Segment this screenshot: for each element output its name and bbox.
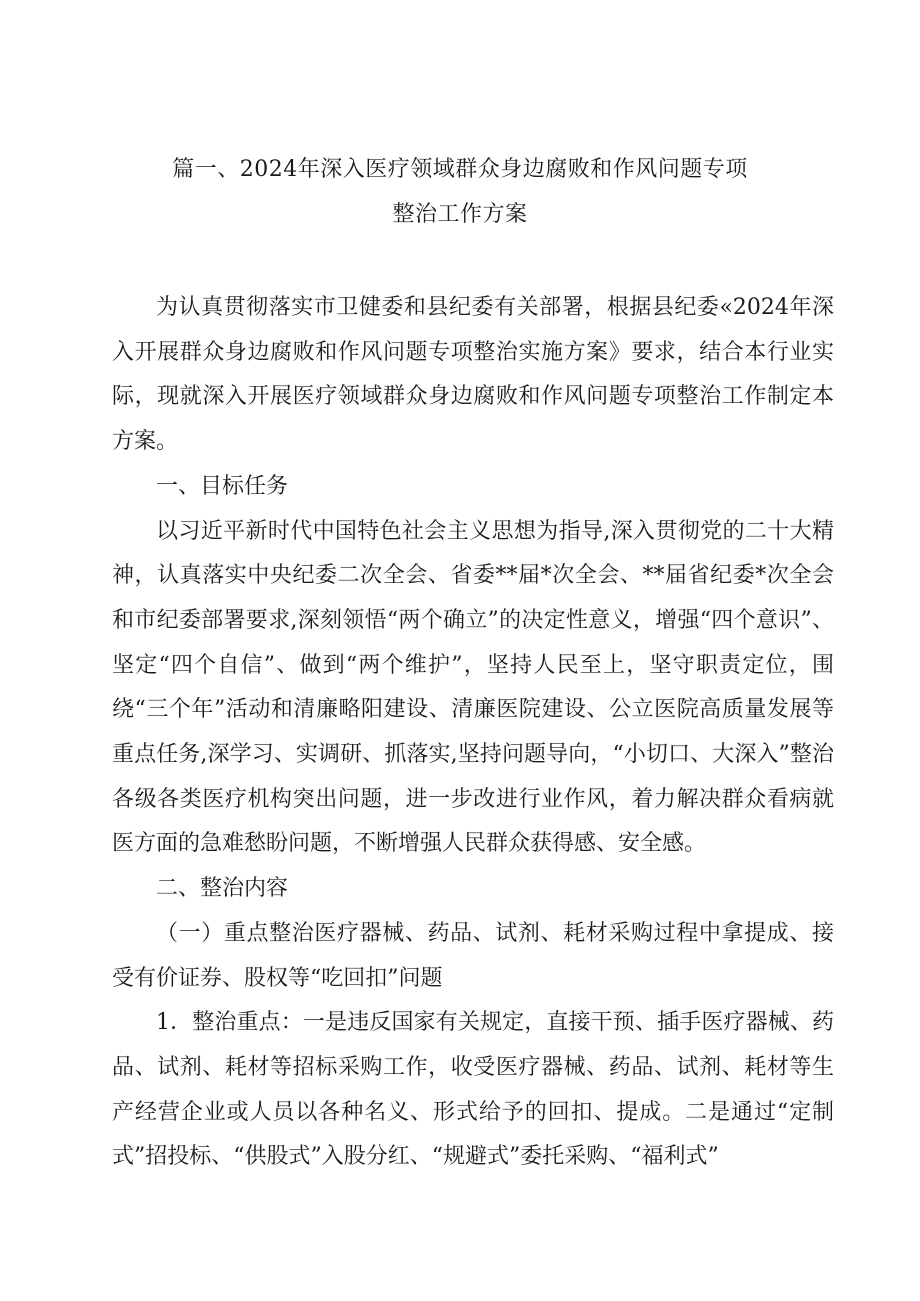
section-heading-content: 二、整治内容 (156, 876, 289, 902)
subsection-heading-1: （一）重点整治医疗器械、药品、试剂、耗材采购过程中拿提成、接受有价证券、股权等“吃回扣”问题 (112, 920, 834, 991)
document-title-line-1: 篇一、2024年深入医疗领域群众身边腐败和作风问题专项 (172, 157, 748, 182)
document-body (112, 286, 834, 1180)
document-title-line-2: 整治工作方案 (392, 202, 528, 227)
goals-paragraph: 以习近平新时代中国特色社会主义思想为指导,深入贯彻党的二十大精神，认真落实中央纪委二次全会、省委**届*次全会、**届省纪委*次全会和市纪委部署要求,深刻领悟“两个确立”的决定性意义，增强“四个意识”、坚定“四个自信”、做到“两个维护”，坚持人民至上，坚守职责定位，围绕“三个年”活动和清廉略阳建设、清廉医院建设、公立医院高质量发展等重点任务,深学习、实调研、抓落实,坚持问题导向，“小切口、大深入”整治各级各类医疗机构突出问题，进一步改进行业作风，着力解决群众看病就医方面的急难愁盼问题，不断增强人民群众获得感、安全感。 (112, 518, 834, 857)
intro-paragraph: 为认真贯彻落实市卫健委和县纪委有关部署，根据县纪委«2024年深入开展群众身边腐败和作风问题专项整治实施方案》要求，结合本行业实际，现就深入开展医疗领域群众身边腐败和作风问题专项整治工作制定本方案。 (112, 295, 834, 455)
focus-paragraph: 1．整治重点：一是违反国家有关规定，直接干预、插手医疗器械、药品、试剂、耗材等招标采购工作，收受医疗器械、药品、试剂、耗材等生产经营企业或人员以各种名义、形式给予的回扣、提成。二是通过“定制式”招投标、“供股式”入股分红、“规避式”委托采购、“福利式” (112, 1010, 834, 1170)
section-heading-goals: 一、目标任务 (156, 473, 289, 499)
